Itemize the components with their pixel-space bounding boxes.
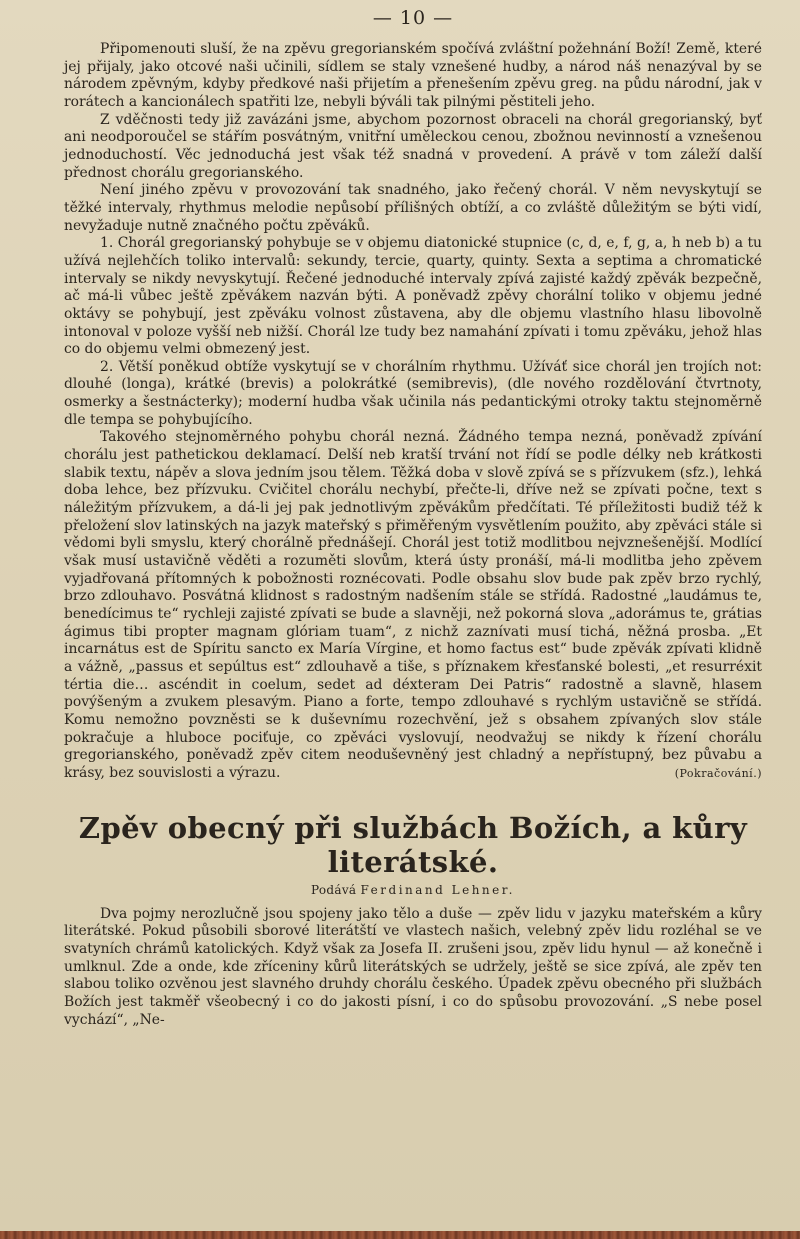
paragraph-declamation: Takového stejnoměrného pohybu chorál nezná. Žádného tempa nezná, poněvadž zpívání chorálu jest pathetickou deklamací. Delší neb kratší trvání not řídí se podle délky neb krátkosti slabik textu, nápěv a slova jedním jsou tělem. Těžká doba v slově zpívá se s přízvukem (sfz.), lehká doba lehce, bez přízvuku. Cvičitel chorálu nechybí, přečte-li, dříve než se zpívati počne, text s náležitým přízvukem, a dá-li jej pak jednotlivým zpěvákům předčítati. Té příležitosti budiž též k přeložení slov latinských na jazyk mateřský s přiměřeným vysvětlením použito, aby zpěváci stále si vědomi byli smyslu, který chorálně přednášejí. Chorál jest totiž modlitbou nejvznešenější. Modlící však musí ustavičně věděti a rozuměti slovům, která ústy pronáší, má-li modlitba jeho zpěvem vyjadřovaná přítomných k pobožnosti roznécovati. Podle obsahu slov bude pak zpěv brzo rychlý, brzo zdlouhavo. Posvátná klidnost s radostným nadšením stále se střídá. Radostné „laudámus te, benedícimus te“ rychleji zajisté zpívati se bude a slavněji, než pokorná slova „adorámus te, grátias ágimus tibi propter magnam glóriam tuam“, z nichž zaznívati musí tichá, něžná prosba. „Et incarnátus est de Spíritu sancto ex María Vírgine, et homo factus est“ bude zpěvák zpívati klidně a vážně, „passus et sepúltus est“ zdlouhavě a tiše, s příznakem křesťanské bolesti, „et resurréxit tértia die… ascéndit in coelum, sedet ad déxteram Dei Patris“ radostně a slavně, hlasem povýšeným a zvukem plesavým. Piano a forte, tempo zdlouhavé s rychlým ustavičně se střídá. Komu nemožno povzněsti se k duševnímu rozechvění, jež s obsahem zpívaných slov stále pokračuje a hluboce pociťuje, co zpěváci vyslovují, neodvažuj se nikdy k řízení chorálu gregorianského, poněvadž zpěv citem neoduševněný jest chladný a nepřístupný, bez půvabu a krásy, bez souvislosti a výrazu. [64,429,762,781]
page-number: — 10 — [372,7,454,29]
continuation-note: (Pokračování.) [674,766,762,780]
page-bottom-edge [0,1231,800,1239]
paragraph-point-1: 1. Chorál gregorianský pohybuje se v objemu diatonické stupnice (c, d, e, f, g, a, h neb b) a tu užívá nejlehčích toliko intervalů: sekundy, tercie, quarty, quinty. Sexta a septima a chromatické intervaly se nikdy nevyskytují. Řečené jednoduché intervaly zpívá zajisté každý zpěvák bezpečně, ač má-li vůbec ještě zpěvákem nazván býti. A poněvadž zpěvy chorální toliko v objemu jedné oktávy se pohybují, jest zpěváku volnost zůstavena, aby dle objemu vlastního hlasu libovolně intonoval v poloze vyšší neb nižší. Chorál lze tudy bez namahání zpívati i tomu zpěváku, jehož hlas co do objemu velmi obmezený jest. [64,235,762,358]
byline-author: Ferdinand Lehner. [360,882,515,897]
paragraph-point-2: 2. Větší poněkud obtíže vyskytují se v chorálním rhythmu. Užíváť sice chorál jen trojích not: dlouhé (longa), krátké (brevis) a polokrátké (semibrevis), (dle nového rozdělování čtvrtnoty, osmerky a šestnácterky); moderní hudba však učinila nás pedantickými otroky taktu stejnoměrně dle tempa se pohybujícího. [64,358,762,428]
article-byline [64,883,762,897]
paragraph-intro: Připomenouti sluší, že na zpěvu gregorianském spočívá zvláštní požehnání Boží! Země, které jej přijaly, jako otcové naši učinili, sídlem se staly vznešené hudby, a národ náš nenazýval by se národem zpěvným, kdyby předkové naši přijetím a přenešením zpěvu greg. na půdu národní, jak v rorátech a kancionálech spatřiti lze, nebyli býváli tak pilnými pěstiteli jeho. [64,41,762,110]
paragraph-ease: Není jiného zpěvu v provozování tak snadného, jako řečený chorál. V něm nevyskytují se těžké intervaly, rhythmus melodie nepůsobí přílišných obtíží, a co zvláště důležitým se býti vidí, nevyžaduje nutně značného počtu zpěváků. [64,182,762,234]
article-paragraph: Dva pojmy nerozlučně jsou spojeny jako tělo a duše — zpěv lidu v jazyku mateřském a kůry literátské. Pokud působili sborové literátští ve vlastech našich, velebný zpěv lidu rozléhal se ve svatyních chrámů katolických. Když však za Josefa II. zrušeni jsou, zpěv lidu hynul — až konečně i umlknul. Zde a onde, kde zříceniny kůrů literátských se udržely, ještě se sice zpívá, ale zpěv ten slabou toliko ozvěnou jest slavného druhdy chorálu českého. Úpadek zpěvu obecného při službách Božích jest takměř všeobecný i co do jakosti písní, i co do spůsobu provozování. „S nebe posel vychází“, „Ne- [64,905,762,1028]
article-title: Zpěv obecný při službách Božích, a kůry literátské. [78,810,748,879]
byline-prefix: Podává [310,882,357,897]
paragraph-gratitude: Z vděčnosti tedy již zavázáni jsme, abychom pozornost obraceli na chorál gregorianský, byť ani neodporoučel se stářím posvátným, vnitřní uměleckou cenou, zbožnou nevinností a vznešenou jednoduchostí. Věc jednoduchá jest však též snadná v provedení. A právě v tom záleží další přednost chorálu gregorianského. [64,111,762,181]
